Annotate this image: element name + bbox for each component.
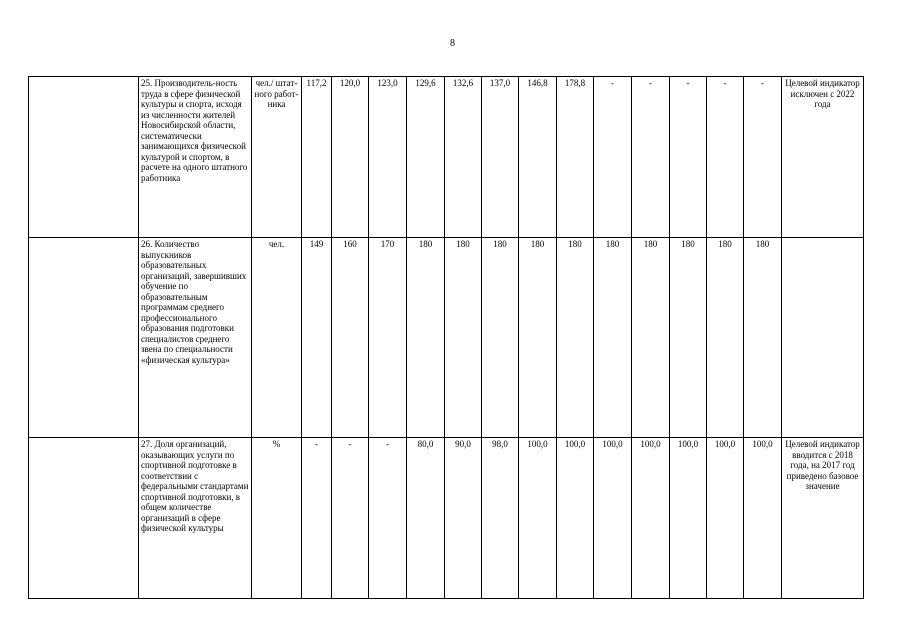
value-cell: 180 [407,238,445,438]
value-cell: 98,0 [482,438,519,599]
value-cell: - [707,77,744,238]
value-cell: 100,0 [632,438,670,599]
value-cell: 132,6 [445,77,482,238]
value-cell: 180 [744,238,782,438]
value-cell: 100,0 [594,438,632,599]
value-cell: 100,0 [707,438,744,599]
indicator-name: 27. Доля организаций, оказывающих услуги по спортивной подготовке в соответствии с федеральными стандартами спортивной подготовки, в общем количестве организаций в сфере физической культуры [139,438,252,599]
value-cell: - [332,438,369,599]
value-cell: 180 [482,238,519,438]
indicator-unit: чел. [252,238,302,438]
indicator-note: Целевой индикатор исключен с 2022 года [782,77,864,238]
value-cell: 117,2 [302,77,332,238]
indicator-name: 26. Количество выпускников образовательных организаций, завершивших обучение по образовательным программам среднего профессионального образования подготовки специалистов среднего звена по специальности «физическая культура» [139,238,252,438]
value-cell: - [369,438,407,599]
value-cell: 180 [445,238,482,438]
empty-cell [29,77,139,238]
value-cell: - [302,438,332,599]
value-cell: 146,8 [519,77,557,238]
value-cell: 100,0 [519,438,557,599]
indicator-note: Целевой индикатор вводится с 2018 года, на 2017 год приведено базовое значение [782,438,864,599]
value-cell: 123,0 [369,77,407,238]
value-cell: 180 [670,238,707,438]
indicators-table [28,76,864,599]
value-cell: 180 [519,238,557,438]
value-cell: 160 [332,238,369,438]
value-cell: 129,6 [407,77,445,238]
value-cell: 180 [632,238,670,438]
value-cell: - [632,77,670,238]
value-cell: 149 [302,238,332,438]
value-cell: 90,0 [445,438,482,599]
value-cell: 180 [707,238,744,438]
value-cell: 180 [594,238,632,438]
value-cell: 137,0 [482,77,519,238]
indicator-unit: чел./ штат-ного работ-ника [252,77,302,238]
value-cell: 120,0 [332,77,369,238]
page-number: 8 [450,38,455,49]
indicator-name: 25. Производитель-ность труда в сфере физической культуры и спорта, исходя из численности жителей Новосибирской области, систематически занимающихся физической культурой и спортом, в расчете на одного штатного работника [139,77,252,238]
value-cell: 100,0 [557,438,594,599]
value-cell: - [594,77,632,238]
value-cell: 178,8 [557,77,594,238]
indicator-note [782,238,864,438]
value-cell: - [744,77,782,238]
value-cell: 100,0 [744,438,782,599]
value-cell: 180 [557,238,594,438]
table-row [29,238,864,438]
table-row [29,77,864,238]
empty-cell [29,438,139,599]
value-cell: - [670,77,707,238]
value-cell: 170 [369,238,407,438]
table-row [29,438,864,599]
value-cell: 100,0 [670,438,707,599]
empty-cell [29,238,139,438]
value-cell: 80,0 [407,438,445,599]
indicator-unit: % [252,438,302,599]
